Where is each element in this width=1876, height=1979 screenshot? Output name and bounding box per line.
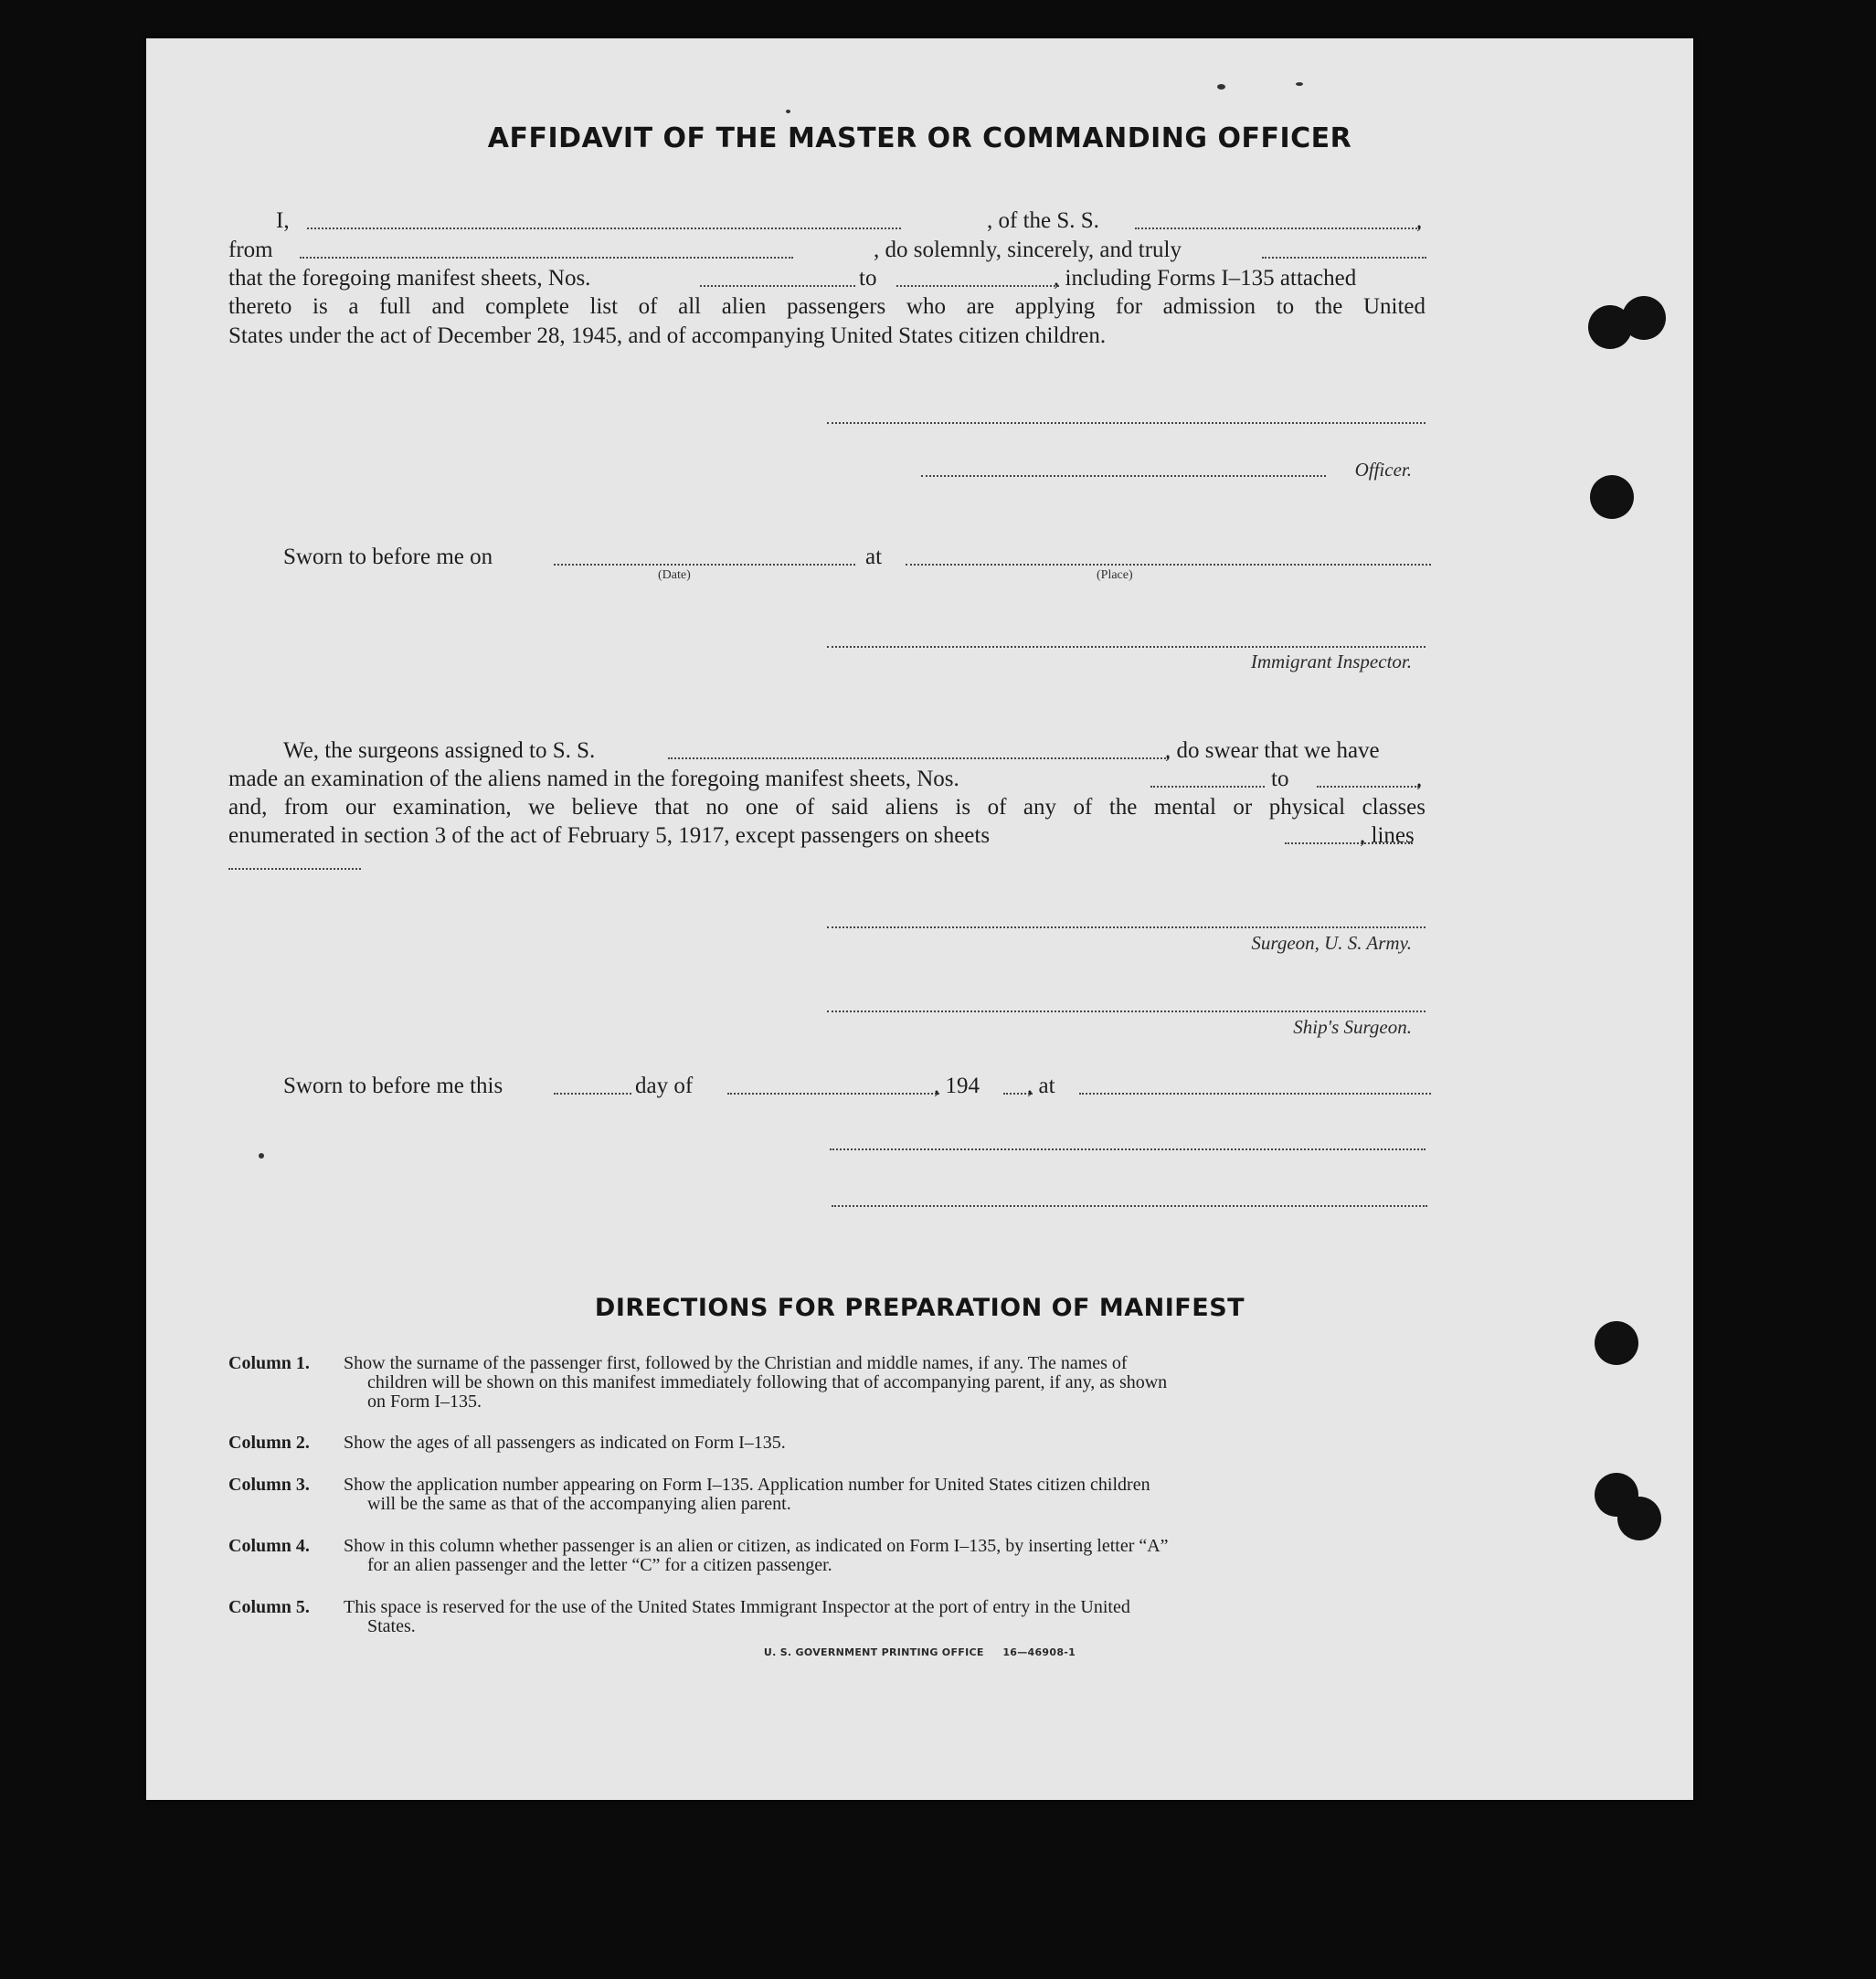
direction-column-3: Column 3. Show the application number appearing on Form I–135. Application number for United States citizen children will be the same as that of the accompanying alien parent.: [228, 1475, 1150, 1514]
sworn-month-field[interactable]: [727, 1092, 939, 1095]
directions-title: DIRECTIONS FOR PREPARATION OF MANIFEST: [594, 1294, 1245, 1322]
sworn-at-field[interactable]: [1079, 1092, 1431, 1095]
sworn-date-field[interactable]: [554, 563, 855, 566]
punch-hole: [1617, 1497, 1661, 1540]
affidavit-title: AFFIDAVIT OF THE MASTER OR COMMANDING OFFICER: [487, 122, 1352, 154]
sworn-place-field[interactable]: [906, 563, 1431, 566]
oath-field[interactable]: [1262, 256, 1426, 259]
punch-hole: [1590, 475, 1634, 519]
ship-name-field[interactable]: [1135, 227, 1420, 229]
punch-hole: [1595, 1321, 1638, 1365]
master-name-field[interactable]: [307, 227, 901, 229]
sheet-to-field[interactable]: [896, 284, 1059, 287]
army-surgeon-signature-line[interactable]: [827, 926, 1426, 928]
officer-title-line[interactable]: [921, 475, 1326, 477]
officer-label: Officer.: [1354, 459, 1412, 481]
inspector-signature-line[interactable]: [827, 646, 1426, 648]
surgeons-ship-field[interactable]: [668, 757, 1169, 759]
affidavit-line-2: from , do solemnly, sincerely, and truly: [228, 236, 1426, 265]
printing-office-footer: U. S. GOVERNMENT PRINTING OFFICE 16—46908-1: [763, 1646, 1076, 1658]
direction-column-1: Column 1. Show the surname of the passenger first, followed by the Christian and middle names, if any. The names of children will be shown on this manifest immediately following that of accompanying parent, if any, as shown on Form I–135.: [228, 1353, 1168, 1412]
direction-column-5: Column 5. This space is reserved for the use of the United States Immigrant Inspector at the port of entry in the United States.: [228, 1597, 1130, 1636]
affidavit-line-3: that the foregoing manifest sheets, Nos. to , including Forms I–135 attached: [228, 266, 1357, 291]
affidavit-line-1: I, , of the S. S. ,: [276, 208, 1423, 233]
surgeons-line-4: enumerated in section 3 of the act of February 5, 1917, except passengers on sheets , lines: [228, 823, 1415, 848]
date-label: (Date): [658, 568, 691, 582]
sworn-inspector-line: Sworn to before me on at: [228, 543, 1426, 572]
form-page: [146, 38, 1693, 1800]
surgeons-line-2: made an examination of the aliens named in the foregoing manifest sheets, Nos. to ,: [228, 767, 1423, 791]
sworn-day-field[interactable]: [554, 1092, 631, 1095]
affidavit-line-4: thereto is a full and complete list of all alien passengers who are applying for admission to the United: [228, 294, 1426, 319]
affidavit-line-5: States under the act of December 28, 1945, and of accompanying United States citizen children.: [228, 323, 1107, 348]
direction-column-4: Column 4. Show in this column whether passenger is an alien or citizen, as indicated on Form I–135, by inserting letter “A” for an alien passenger and the letter “C” for a citizen passenger.: [228, 1536, 1169, 1575]
except-lines-field[interactable]: [228, 868, 361, 870]
officer-signature-line[interactable]: [827, 422, 1426, 424]
place-label: (Place): [1097, 568, 1133, 582]
ship-surgeon-label: Ship's Surgeon.: [1293, 1016, 1412, 1038]
surgeons-line-1: We, the surgeons assigned to S. S. , do swear that we have: [283, 738, 1380, 763]
sworn-surgeons-line: Sworn to before me this day of , 194 , at: [228, 1072, 1426, 1101]
inspector-label: Immigrant Inspector.: [1250, 651, 1412, 672]
witness-signature-line-2[interactable]: [832, 1205, 1427, 1207]
sheet-from-field[interactable]: [700, 284, 855, 287]
witness-signature-line-1[interactable]: [830, 1148, 1426, 1150]
army-surgeon-label: Surgeon, U. S. Army.: [1251, 932, 1412, 954]
surgeons-sheet-from-field[interactable]: [1150, 785, 1265, 788]
port-from-field[interactable]: [300, 256, 793, 259]
surgeons-line-3: and, from our examination, we believe that no one of said aliens is of any of the mental or physical classes: [228, 795, 1426, 820]
direction-column-2: Column 2. Show the ages of all passengers as indicated on Form I–135.: [228, 1433, 786, 1453]
ship-surgeon-signature-line[interactable]: [827, 1011, 1426, 1012]
surgeons-sheet-to-field[interactable]: [1317, 785, 1419, 788]
punch-hole: [1622, 296, 1666, 340]
